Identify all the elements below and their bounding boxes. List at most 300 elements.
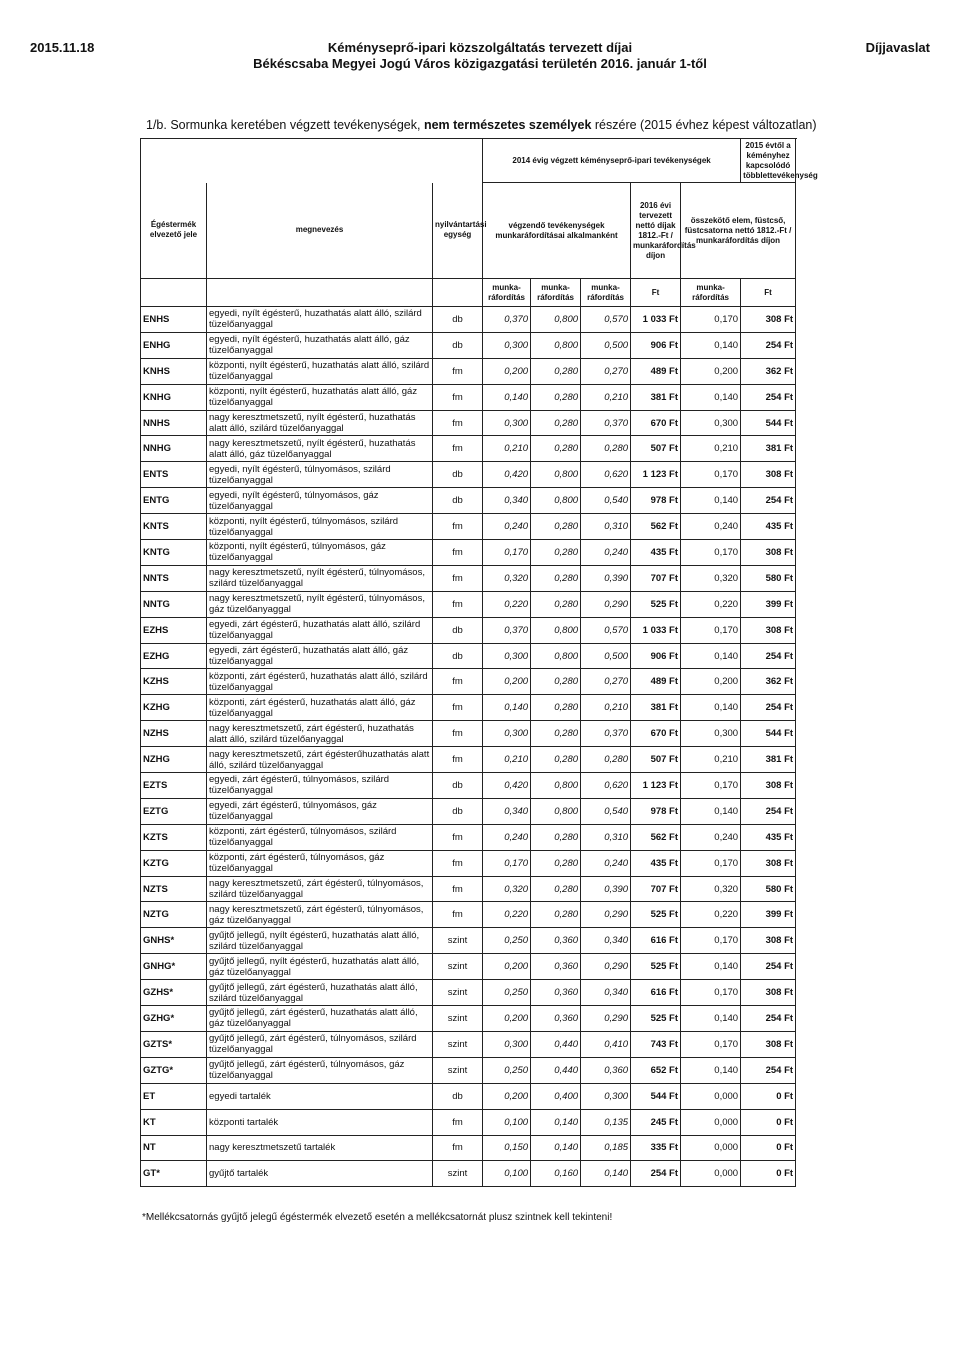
row-extra-work: 0,300	[681, 410, 741, 436]
row-code: GNHS*	[141, 928, 207, 954]
row-work-total: 0,140	[581, 1161, 631, 1187]
row-extra-fee: 254 Ft	[741, 384, 796, 410]
row-extra-work: 0,170	[681, 462, 741, 488]
row-work-total: 0,410	[581, 1031, 631, 1057]
row-extra-work: 0,140	[681, 384, 741, 410]
row-work-check: 0,320	[483, 876, 531, 902]
row-fee-2016: 978 Ft	[631, 488, 681, 514]
row-description: központi, nyílt égésterű, túlnyomásos, gáz tüzelőanyaggal	[207, 540, 433, 566]
row-extra-fee: 308 Ft	[741, 617, 796, 643]
row-unit: db	[433, 332, 483, 358]
row-fee-2016: 707 Ft	[631, 565, 681, 591]
row-description: központi, zárt égésterű, túlnyomásos, szilárd tüzelőanyaggal	[207, 824, 433, 850]
row-description: központi tartalék	[207, 1109, 433, 1135]
row-description: nagy keresztmetszetű, nyílt égésterű, huzathatás alatt álló, gáz tüzelőanyaggal	[207, 436, 433, 462]
row-work-total: 0,390	[581, 876, 631, 902]
row-description: nagy keresztmetszetű, nyílt égésterű, túlnyomásos, szilárd tüzelőanyaggal	[207, 565, 433, 591]
table-row	[141, 1161, 796, 1187]
header-unit: nyilvántartási egység	[433, 183, 483, 279]
row-work-total: 0,240	[581, 540, 631, 566]
row-fee-2016: 245 Ft	[631, 1109, 681, 1135]
row-code: KZHS	[141, 669, 207, 695]
row-extra-work: 0,170	[681, 773, 741, 799]
row-work-inspect: 0,140	[531, 1109, 581, 1135]
row-extra-fee: 308 Ft	[741, 980, 796, 1006]
row-description: gyűjtő jellegű, nyílt égésterű, huzathatás alatt álló, gáz tüzelőanyaggal	[207, 954, 433, 980]
row-code: NZTS	[141, 876, 207, 902]
row-extra-work: 0,210	[681, 747, 741, 773]
row-extra-fee: 0 Ft	[741, 1083, 796, 1109]
row-unit: db	[433, 617, 483, 643]
row-work-inspect: 0,280	[531, 358, 581, 384]
row-description: egyedi tartalék	[207, 1083, 433, 1109]
row-extra-fee: 580 Ft	[741, 876, 796, 902]
row-work-check: 0,200	[483, 954, 531, 980]
row-work-check: 0,300	[483, 643, 531, 669]
row-work-total: 0,340	[581, 980, 631, 1006]
header-work-group: végzendő tevékenységek munkaráfordításai alkalmanként	[483, 183, 631, 279]
row-description: központi, zárt égésterű, huzathatás alatt álló, szilárd tüzelőanyaggal	[207, 669, 433, 695]
table-row	[141, 643, 796, 669]
row-fee-2016: 435 Ft	[631, 850, 681, 876]
row-work-inspect: 0,160	[531, 1161, 581, 1187]
row-work-total: 0,290	[581, 902, 631, 928]
row-unit: db	[433, 488, 483, 514]
row-extra-fee: 399 Ft	[741, 902, 796, 928]
row-extra-fee: 254 Ft	[741, 1057, 796, 1083]
row-work-total: 0,280	[581, 747, 631, 773]
row-extra-work: 0,140	[681, 332, 741, 358]
row-work-inspect: 0,360	[531, 928, 581, 954]
row-description: egyedi, nyílt égésterű, huzathatás alatt álló, szilárd tüzelőanyaggal	[207, 307, 433, 333]
row-fee-2016: 1 033 Ft	[631, 617, 681, 643]
row-unit: db	[433, 462, 483, 488]
row-work-check: 0,210	[483, 747, 531, 773]
row-description: nagy keresztmetszetű, zárt égésterű, túlnyomásos, gáz tüzelőanyaggal	[207, 902, 433, 928]
row-code: ENHS	[141, 307, 207, 333]
row-unit: fm	[433, 1109, 483, 1135]
row-unit: fm	[433, 358, 483, 384]
row-description: nagy keresztmetszetű tartalék	[207, 1135, 433, 1161]
row-extra-fee: 399 Ft	[741, 591, 796, 617]
row-work-check: 0,300	[483, 332, 531, 358]
row-fee-2016: 507 Ft	[631, 747, 681, 773]
row-fee-2016: 707 Ft	[631, 876, 681, 902]
row-unit: fm	[433, 850, 483, 876]
table-row	[141, 695, 796, 721]
row-code: GZTG*	[141, 1057, 207, 1083]
row-fee-2016: 616 Ft	[631, 928, 681, 954]
row-unit: fm	[433, 902, 483, 928]
row-description: központi, nyílt égésterű, túlnyomásos, szilárd tüzelőanyaggal	[207, 514, 433, 540]
row-fee-2016: 652 Ft	[631, 1057, 681, 1083]
row-work-total: 0,270	[581, 358, 631, 384]
row-unit: db	[433, 1083, 483, 1109]
table-row	[141, 617, 796, 643]
row-fee-2016: 525 Ft	[631, 954, 681, 980]
row-extra-work: 0,320	[681, 565, 741, 591]
table-row	[141, 1057, 796, 1083]
row-work-inspect: 0,800	[531, 307, 581, 333]
row-code: NNTS	[141, 565, 207, 591]
row-work-total: 0,540	[581, 798, 631, 824]
row-extra-fee: 308 Ft	[741, 540, 796, 566]
row-extra-work: 0,220	[681, 591, 741, 617]
row-fee-2016: 381 Ft	[631, 695, 681, 721]
section-title-suffix: részére (2015 évhez képest változatlan)	[591, 118, 817, 132]
row-unit: fm	[433, 540, 483, 566]
row-extra-work: 0,300	[681, 721, 741, 747]
row-work-total: 0,360	[581, 1057, 631, 1083]
table-row	[141, 902, 796, 928]
header-code: Égéstermék elvezető jele	[141, 183, 207, 279]
row-work-total: 0,185	[581, 1135, 631, 1161]
row-extra-work: 0,170	[681, 928, 741, 954]
row-code: EZHG	[141, 643, 207, 669]
row-extra-fee: 308 Ft	[741, 850, 796, 876]
row-fee-2016: 1 033 Ft	[631, 307, 681, 333]
row-code: EZTG	[141, 798, 207, 824]
row-extra-fee: 0 Ft	[741, 1109, 796, 1135]
row-work-check: 0,240	[483, 514, 531, 540]
row-work-inspect: 0,280	[531, 876, 581, 902]
table-row	[141, 747, 796, 773]
row-work-inspect: 0,800	[531, 643, 581, 669]
row-fee-2016: 507 Ft	[631, 436, 681, 462]
row-extra-work: 0,200	[681, 669, 741, 695]
table-row	[141, 1135, 796, 1161]
row-fee-2016: 525 Ft	[631, 1006, 681, 1032]
row-work-check: 0,200	[483, 358, 531, 384]
row-work-total: 0,135	[581, 1109, 631, 1135]
row-work-inspect: 0,800	[531, 488, 581, 514]
table-row	[141, 954, 796, 980]
row-extra-work: 0,170	[681, 540, 741, 566]
row-work-inspect: 0,140	[531, 1135, 581, 1161]
row-description: gyűjtő jellegű, zárt égésterű, túlnyomásos, szilárd tüzelőanyaggal	[207, 1031, 433, 1057]
row-work-check: 0,340	[483, 488, 531, 514]
row-fee-2016: 489 Ft	[631, 358, 681, 384]
row-work-total: 0,210	[581, 695, 631, 721]
table-row	[141, 773, 796, 799]
row-work-check: 0,140	[483, 384, 531, 410]
row-work-inspect: 0,360	[531, 1006, 581, 1032]
document-title	[230, 40, 730, 72]
row-work-check: 0,150	[483, 1135, 531, 1161]
row-work-total: 0,300	[581, 1083, 631, 1109]
row-code: GNHG*	[141, 954, 207, 980]
row-work-inspect: 0,360	[531, 980, 581, 1006]
row-code: NT	[141, 1135, 207, 1161]
table-row	[141, 488, 796, 514]
row-extra-fee: 254 Ft	[741, 643, 796, 669]
row-unit: fm	[433, 565, 483, 591]
row-code: GZHS*	[141, 980, 207, 1006]
row-extra-work: 0,000	[681, 1135, 741, 1161]
row-fee-2016: 906 Ft	[631, 332, 681, 358]
table-row	[141, 436, 796, 462]
row-extra-fee: 544 Ft	[741, 410, 796, 436]
table-row	[141, 410, 796, 436]
row-code: NNHS	[141, 410, 207, 436]
row-code: GZHG*	[141, 1006, 207, 1032]
row-code: KZTG	[141, 850, 207, 876]
row-unit: szint	[433, 1031, 483, 1057]
row-fee-2016: 743 Ft	[631, 1031, 681, 1057]
row-code: ENTG	[141, 488, 207, 514]
table-row	[141, 307, 796, 333]
row-description: nagy keresztmetszetű, zárt égésterű, túlnyomásos, szilárd tüzelőanyaggal	[207, 876, 433, 902]
row-work-total: 0,240	[581, 850, 631, 876]
row-work-check: 0,250	[483, 980, 531, 1006]
row-fee-2016: 335 Ft	[631, 1135, 681, 1161]
row-unit: fm	[433, 410, 483, 436]
row-code: NZHG	[141, 747, 207, 773]
row-fee-2016: 435 Ft	[631, 540, 681, 566]
row-fee-2016: 525 Ft	[631, 591, 681, 617]
table-row	[141, 1083, 796, 1109]
row-description: központi, zárt égésterű, túlnyomásos, gáz tüzelőanyaggal	[207, 850, 433, 876]
row-work-total: 0,370	[581, 410, 631, 436]
sub-header-work-inspect: munka-ráfordítás	[531, 279, 581, 307]
section-title-prefix: 1/b. Sormunka keretében végzett tevékenységek,	[146, 118, 424, 132]
row-work-total: 0,620	[581, 773, 631, 799]
row-description: egyedi, nyílt égésterű, túlnyomásos, gáz tüzelőanyaggal	[207, 488, 433, 514]
row-work-total: 0,290	[581, 1006, 631, 1032]
row-work-inspect: 0,800	[531, 617, 581, 643]
row-work-total: 0,390	[581, 565, 631, 591]
row-work-inspect: 0,280	[531, 747, 581, 773]
row-unit: szint	[433, 1161, 483, 1187]
row-extra-fee: 254 Ft	[741, 954, 796, 980]
table-row	[141, 850, 796, 876]
table-row	[141, 798, 796, 824]
row-unit: fm	[433, 436, 483, 462]
table-row	[141, 462, 796, 488]
row-extra-work: 0,140	[681, 1006, 741, 1032]
header-group-2015: 2015 évtől a kéményhez kapcsolódó többlettevékenység	[741, 139, 796, 183]
row-code: NZHS	[141, 721, 207, 747]
row-description: gyűjtő tartalék	[207, 1161, 433, 1187]
sub-header-extra-work: munka-ráfordítás	[681, 279, 741, 307]
table-row	[141, 721, 796, 747]
row-extra-fee: 308 Ft	[741, 1031, 796, 1057]
row-unit: db	[433, 798, 483, 824]
row-work-check: 0,340	[483, 798, 531, 824]
table-row	[141, 980, 796, 1006]
row-extra-fee: 362 Ft	[741, 669, 796, 695]
row-work-total: 0,290	[581, 591, 631, 617]
row-extra-work: 0,220	[681, 902, 741, 928]
row-extra-work: 0,210	[681, 436, 741, 462]
row-work-inspect: 0,280	[531, 669, 581, 695]
table-row	[141, 1006, 796, 1032]
table-row	[141, 332, 796, 358]
row-work-inspect: 0,400	[531, 1083, 581, 1109]
title-line-1: Kéményseprő-ipari közszolgáltatás tervezett díjai	[327, 40, 633, 55]
row-work-total: 0,280	[581, 436, 631, 462]
row-work-check: 0,370	[483, 307, 531, 333]
row-work-check: 0,250	[483, 1057, 531, 1083]
row-work-inspect: 0,800	[531, 332, 581, 358]
row-fee-2016: 670 Ft	[631, 721, 681, 747]
header-extra: összekötő elem, füstcső, füstcsatorna nettó 1812.-Ft / munkaráfordítás díjon	[681, 183, 796, 279]
row-description: egyedi, zárt égésterű, huzathatás alatt álló, gáz tüzelőanyaggal	[207, 643, 433, 669]
row-extra-fee: 254 Ft	[741, 798, 796, 824]
row-unit: szint	[433, 1006, 483, 1032]
row-extra-work: 0,000	[681, 1083, 741, 1109]
row-fee-2016: 1 123 Ft	[631, 773, 681, 799]
row-work-inspect: 0,280	[531, 514, 581, 540]
row-extra-fee: 254 Ft	[741, 332, 796, 358]
table-row	[141, 591, 796, 617]
row-work-check: 0,100	[483, 1161, 531, 1187]
sub-header-ft: Ft	[631, 279, 681, 307]
row-fee-2016: 616 Ft	[631, 980, 681, 1006]
row-work-check: 0,170	[483, 540, 531, 566]
row-work-total: 0,340	[581, 928, 631, 954]
row-unit: fm	[433, 747, 483, 773]
row-description: központi, zárt égésterű, huzathatás alatt álló, gáz tüzelőanyaggal	[207, 695, 433, 721]
row-extra-work: 0,170	[681, 1031, 741, 1057]
table-row	[141, 565, 796, 591]
row-code: GZTS*	[141, 1031, 207, 1057]
row-code: KZTS	[141, 824, 207, 850]
row-work-check: 0,250	[483, 928, 531, 954]
row-description: egyedi, nyílt égésterű, huzathatás alatt álló, gáz tüzelőanyaggal	[207, 332, 433, 358]
row-extra-work: 0,170	[681, 307, 741, 333]
row-code: NNHG	[141, 436, 207, 462]
header-group-2014: 2014 évig végzett kéményseprő-ipari tevékenységek	[483, 139, 741, 183]
row-work-total: 0,290	[581, 954, 631, 980]
row-unit: fm	[433, 1135, 483, 1161]
row-work-check: 0,300	[483, 1031, 531, 1057]
row-extra-work: 0,240	[681, 824, 741, 850]
row-work-inspect: 0,440	[531, 1057, 581, 1083]
row-unit: szint	[433, 954, 483, 980]
row-work-total: 0,570	[581, 617, 631, 643]
row-fee-2016: 562 Ft	[631, 514, 681, 540]
row-extra-work: 0,170	[681, 980, 741, 1006]
row-extra-fee: 308 Ft	[741, 773, 796, 799]
row-work-inspect: 0,800	[531, 798, 581, 824]
row-code: KNHS	[141, 358, 207, 384]
row-extra-fee: 362 Ft	[741, 358, 796, 384]
row-extra-fee: 544 Ft	[741, 721, 796, 747]
row-description: központi, nyílt égésterű, huzathatás alatt álló, gáz tüzelőanyaggal	[207, 384, 433, 410]
row-extra-work: 0,170	[681, 850, 741, 876]
document-type: Díjjavaslat	[865, 40, 930, 55]
row-extra-work: 0,140	[681, 798, 741, 824]
row-code: EZHS	[141, 617, 207, 643]
fee-table	[140, 138, 818, 1187]
row-description: gyűjtő jellegű, zárt égésterű, huzathatás alatt álló, gáz tüzelőanyaggal	[207, 1006, 433, 1032]
row-extra-fee: 435 Ft	[741, 824, 796, 850]
row-work-inspect: 0,280	[531, 384, 581, 410]
row-work-check: 0,420	[483, 462, 531, 488]
document-date: 2015.11.18	[30, 40, 95, 55]
row-work-total: 0,270	[581, 669, 631, 695]
row-work-inspect: 0,280	[531, 721, 581, 747]
row-work-inspect: 0,360	[531, 954, 581, 980]
row-extra-fee: 308 Ft	[741, 462, 796, 488]
row-work-check: 0,170	[483, 850, 531, 876]
row-fee-2016: 254 Ft	[631, 1161, 681, 1187]
sub-header-work-check: munka-ráfordítás	[483, 279, 531, 307]
row-unit: szint	[433, 928, 483, 954]
row-unit: fm	[433, 384, 483, 410]
row-work-inspect: 0,280	[531, 695, 581, 721]
row-code: KT	[141, 1109, 207, 1135]
row-fee-2016: 906 Ft	[631, 643, 681, 669]
row-description: gyűjtő jellegű, zárt égésterű, huzathatás alatt álló, szilárd tüzelőanyaggal	[207, 980, 433, 1006]
row-extra-fee: 308 Ft	[741, 928, 796, 954]
row-extra-fee: 381 Ft	[741, 747, 796, 773]
row-extra-work: 0,000	[681, 1109, 741, 1135]
row-description: nagy keresztmetszetű, zárt égésterűhuzathatás alatt álló, szilárd tüzelőanyaggal	[207, 747, 433, 773]
table-row	[141, 358, 796, 384]
row-work-total: 0,500	[581, 643, 631, 669]
row-work-check: 0,320	[483, 565, 531, 591]
row-description: gyűjtő jellegű, zárt égésterű, túlnyomásos, gáz tüzelőanyaggal	[207, 1057, 433, 1083]
footnote: *Mellékcsatornás gyűjtő jelegű égéstermék elvezető esetén a mellékcsatornát plusz szintnek kell tekinteni!	[142, 1212, 613, 1223]
row-work-inspect: 0,280	[531, 850, 581, 876]
row-unit: fm	[433, 721, 483, 747]
row-code: NZTG	[141, 902, 207, 928]
row-work-check: 0,220	[483, 591, 531, 617]
section-title	[146, 118, 817, 132]
row-extra-work: 0,140	[681, 954, 741, 980]
row-fee-2016: 525 Ft	[631, 902, 681, 928]
header-fee-2016: 2016 évi tervezett nettó díjak 1812.-Ft / munkaráfordítás díjon	[631, 183, 681, 279]
row-fee-2016: 562 Ft	[631, 824, 681, 850]
row-fee-2016: 544 Ft	[631, 1083, 681, 1109]
row-work-check: 0,370	[483, 617, 531, 643]
row-code: KNHG	[141, 384, 207, 410]
row-extra-work: 0,140	[681, 695, 741, 721]
row-work-inspect: 0,280	[531, 410, 581, 436]
row-extra-fee: 308 Ft	[741, 307, 796, 333]
row-extra-work: 0,140	[681, 1057, 741, 1083]
table-row	[141, 540, 796, 566]
row-description: egyedi, nyílt égésterű, túlnyomásos, szilárd tüzelőanyaggal	[207, 462, 433, 488]
table-row	[141, 824, 796, 850]
row-work-check: 0,220	[483, 902, 531, 928]
row-description: egyedi, zárt égésterű, túlnyomásos, gáz tüzelőanyaggal	[207, 798, 433, 824]
row-extra-work: 0,320	[681, 876, 741, 902]
table-row	[141, 1109, 796, 1135]
row-unit: db	[433, 773, 483, 799]
sub-header-work-total: munka-ráfordítás	[581, 279, 631, 307]
row-work-inspect: 0,280	[531, 540, 581, 566]
row-extra-work: 0,140	[681, 488, 741, 514]
row-fee-2016: 489 Ft	[631, 669, 681, 695]
title-line-2: Békéscsaba Megyei Jogú Város közigazgatási területén 2016. január 1-től	[253, 56, 707, 71]
row-unit: fm	[433, 695, 483, 721]
row-work-check: 0,140	[483, 695, 531, 721]
row-work-inspect: 0,280	[531, 565, 581, 591]
row-code: KNTG	[141, 540, 207, 566]
table-row	[141, 384, 796, 410]
row-work-check: 0,200	[483, 1083, 531, 1109]
row-code: NNTG	[141, 591, 207, 617]
row-unit: fm	[433, 669, 483, 695]
row-work-total: 0,570	[581, 307, 631, 333]
row-extra-fee: 254 Ft	[741, 488, 796, 514]
row-work-check: 0,300	[483, 410, 531, 436]
row-extra-work: 0,200	[681, 358, 741, 384]
row-extra-fee: 381 Ft	[741, 436, 796, 462]
